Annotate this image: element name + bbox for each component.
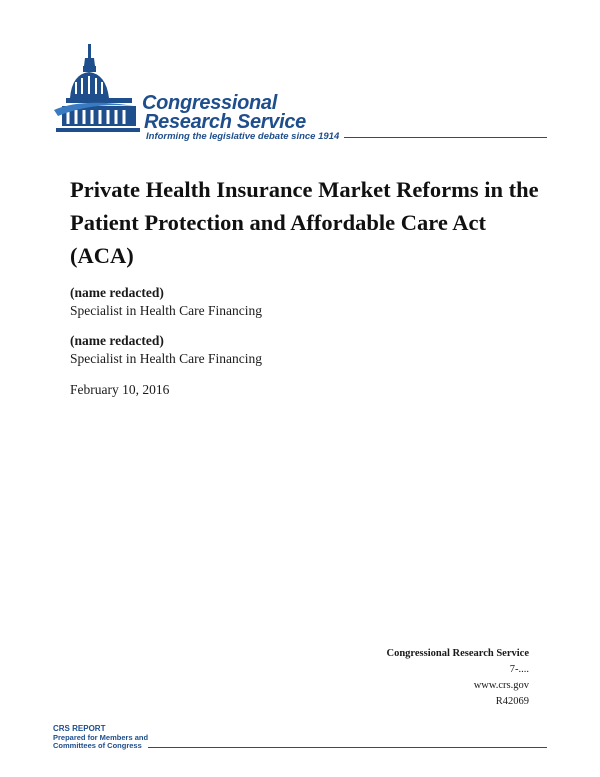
crs-logo xyxy=(52,40,552,150)
tagline: Informing the legislative debate since 1914 xyxy=(146,131,340,142)
contact-org: Congressional Research Service xyxy=(386,648,529,659)
author-role: Specialist in Health Care Financing xyxy=(70,303,262,318)
author-block xyxy=(70,284,470,320)
contact-phone: 7-.... xyxy=(509,664,529,675)
footer-line1: Prepared for Members and xyxy=(53,732,149,742)
author-role: Specialist in Health Care Financing xyxy=(70,351,262,366)
author-name: (name redacted) xyxy=(70,333,164,348)
header-rule xyxy=(344,137,547,138)
contact-website-link[interactable]: www.crs.gov xyxy=(473,680,529,691)
footer-line2: Committees of Congress xyxy=(53,741,142,750)
report-date: February 10, 2016 xyxy=(70,382,170,397)
report-number: R42069 xyxy=(495,696,529,707)
capitol-dome-icon xyxy=(52,40,147,140)
org-name-line1: Congressional xyxy=(142,92,278,114)
contact-block xyxy=(386,646,529,710)
org-name-line2: Research Service xyxy=(144,111,306,133)
author-block xyxy=(70,332,470,368)
footer-label: CRS REPORT xyxy=(53,724,106,733)
report-title: Private Health Insurance Market Reforms in the Patient Protection and Affordable Care Act (ACA) xyxy=(70,177,539,268)
footer-rule xyxy=(148,747,547,748)
author-name: (name redacted) xyxy=(70,285,164,300)
footer xyxy=(53,724,148,751)
